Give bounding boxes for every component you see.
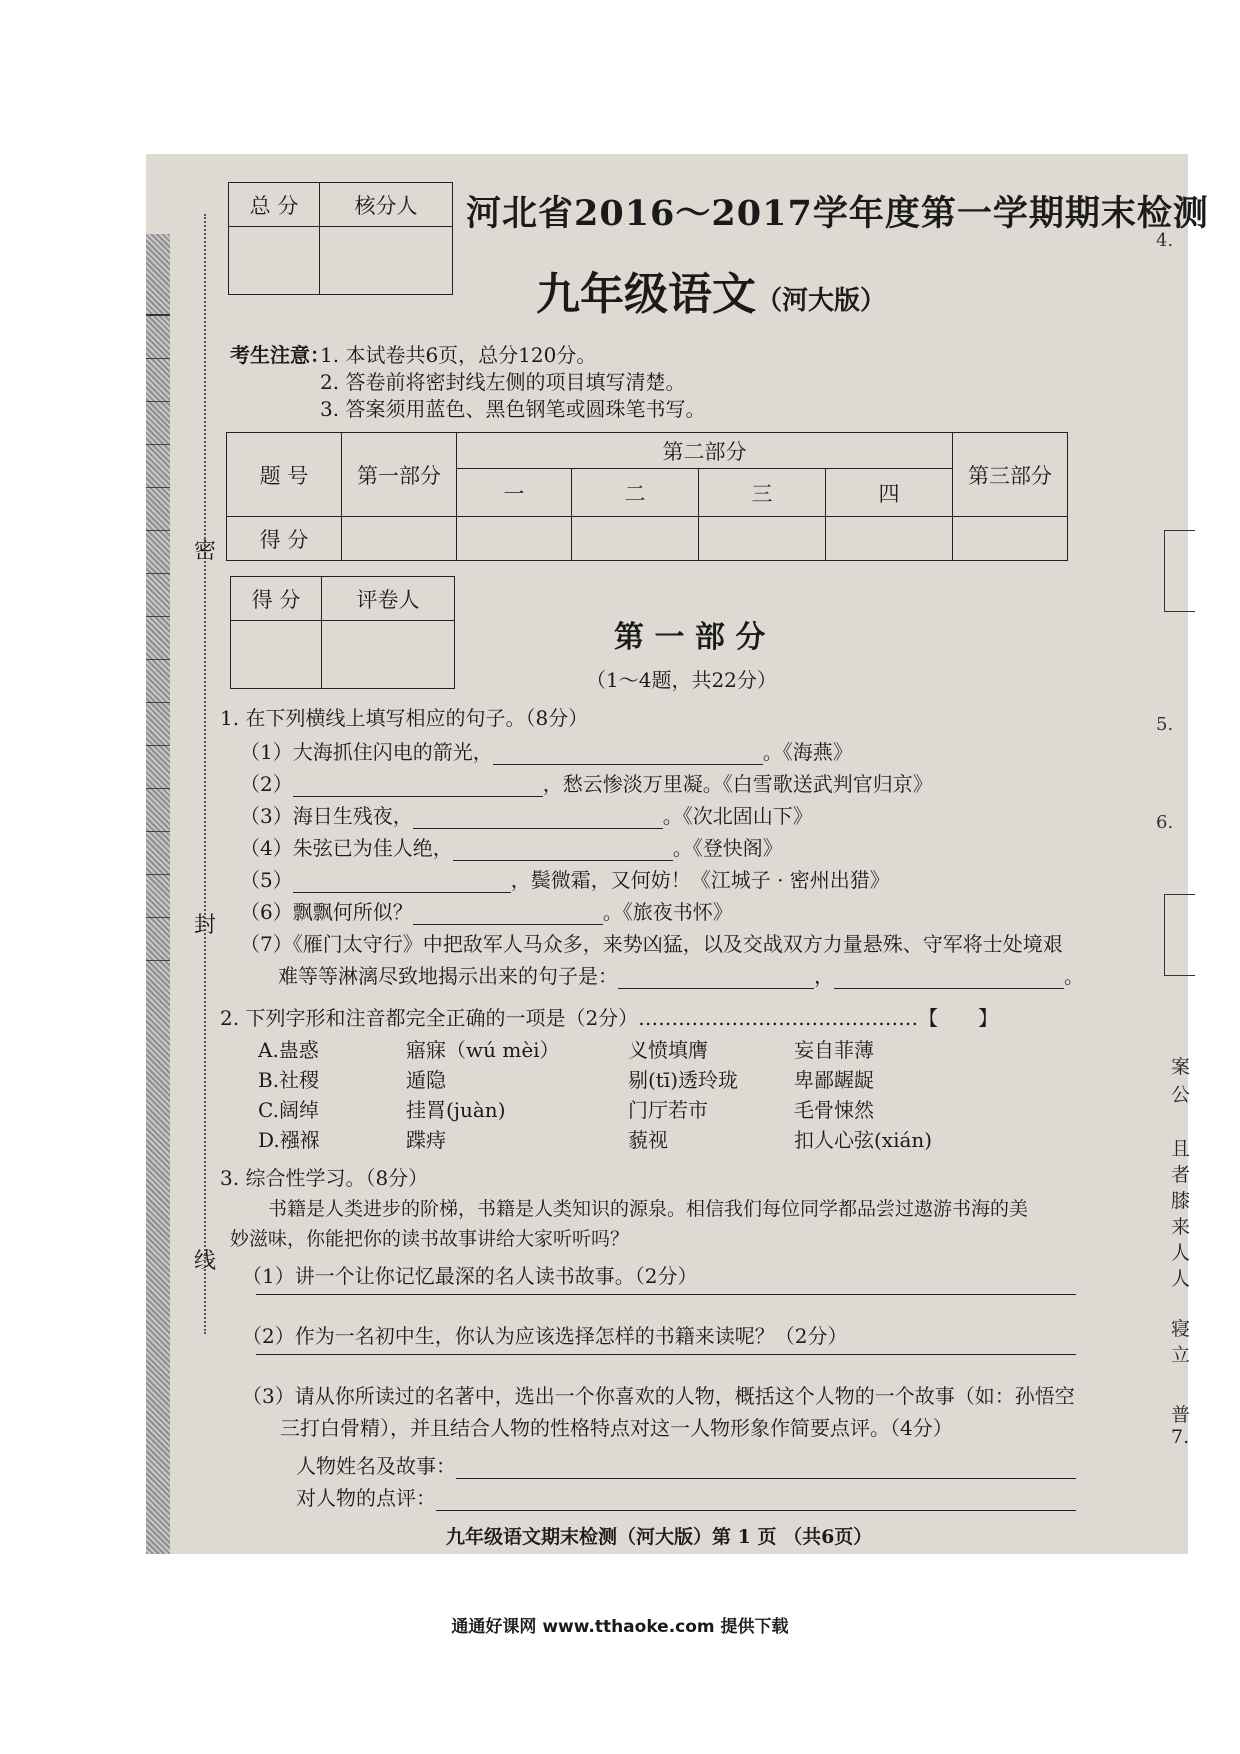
answer-blank[interactable] [456,1454,1076,1479]
grader-score-cell[interactable] [231,621,322,689]
answer-line[interactable] [256,1354,1076,1355]
q3-sub3: （3）请从你所读过的名著中，选出一个你喜欢的人物，概括这个人物的一个故事（如：孙悟空 [242,1384,1075,1408]
answer-line[interactable] [256,1294,1076,1295]
answer-blank[interactable] [293,772,543,797]
score-cell[interactable] [572,517,699,561]
q1-item: （3）海日生残夜， 。《次北固山下》 [240,804,813,828]
section-range: （1～4题，共22分） [586,668,777,692]
answer-blank[interactable] [493,740,763,765]
q1-item: （1）大海抓住闪电的箭光， 。《海燕》 [240,740,853,764]
grader-name-cell[interactable] [322,621,455,689]
q1-item: （5） ，鬓微霜，又何妨！《江城子 · 密州出猎》 [240,868,890,892]
exam-subtitle: 九年级语文（河大版） [536,269,887,320]
q2-option[interactable]: A.蛊惑 寤寐（wú mèi） 义愤填膺 妄自菲薄 [258,1038,874,1062]
q2-option[interactable]: B.社稷 遁隐 剔(tī)透玲珑 卑鄙龌龊 [258,1068,874,1092]
next-page-box [1164,894,1195,976]
q1-stem: 1. 在下列横线上填写相应的句子。（8分） [220,706,589,730]
seal-mark-feng: 封 [194,913,217,938]
score-table: 题 号 第一部分 第二部分 第三部分 一 二 三 四 得 分 [226,432,1068,561]
seal-dotted-line [204,214,206,1334]
checker-cell[interactable] [320,227,453,295]
q3-sub3: 三打白骨精），并且结合人物的性格特点对这一人物形象作简要点评。（4分） [280,1416,953,1440]
note-item: 2. 答卷前将密封线左侧的项目填写清楚。 [320,370,686,394]
q2-option[interactable]: C.阔绰 挂罥(juàn) 门厅若市 毛骨悚然 [258,1098,874,1122]
answer-blank[interactable] [834,964,1064,989]
answer-blank[interactable] [436,1486,1076,1511]
answer-blank[interactable] [413,900,603,925]
q1-item: （2） ，愁云惨淡万里凝。《白雪歌送武判官归京》 [240,772,933,796]
section-title: 第 一 部 分 [614,620,766,655]
q3-field-story: 人物姓名及故事： [296,1450,1076,1479]
q3-sub2: （2）作为一名初中生，你认为应该选择怎样的书籍来读呢？（2分） [242,1324,848,1348]
seal-mark-mi: 密 [194,539,217,564]
total-score-cell[interactable] [229,227,320,295]
q1-item7-line1: （7）《雁门太守行》中把敌军人马众多，来势凶猛，以及交战双方力量悬殊、守军将士处境艰 [240,932,1063,956]
seal-mark-xian: 线 [194,1249,217,1274]
exam-photo: 密 封 线 总 分 核分人 河北省2016～2017学年度第一学期期末检测 九年级语文（河大版） 考生注意： 1. 本试卷共6页，总分120分。 2. 答卷前将密封线左侧的项目填写清楚。 3. 答案须用蓝色、黑色钢笔或圆珠笔书写。 题 号 第一部分 第二部分 第三部分 一 二 三 四 得 分 得 分 评卷人 第 一 部 分 （1～4题，共22分） 1. 在下列横线上填写相应的句子。（8分） （1）大海抓住闪电的箭光， 。《海燕》 （2） ，愁云惨淡万里凝。《白雪歌送武判官归京》 （3）海日生残夜， 。《次北固山下》 （4）朱弦已为佳人绝， 。《登快阁》 （5） ，鬓微霜，又何妨！《江城子 · 密州出猎》 （6）飘飘何所似？ 。《旅夜书怀》 （7）《雁门太守行》中把敌军人马众多，来势凶猛，以及交战双方力量悬殊、守军将士处境艰 难等等淋漓尽致地揭示出来的句子是： ， 。 2. 下列字形和注音都完全正确的一项是（2分）……………………………………【 】 A.蛊惑 寤寐（wú mèi） 义愤填膺 妄自菲薄 B.社稷 遁隐 剔(tī)透玲珑 卑鄙龌龊 C.阔绰 挂罥(juàn) 门厅若市 毛骨悚然 D.襁褓 蹀痔 藐视 扣人心弦(xián) 3. 综合性学习。（8分） 书籍是人类进步的阶梯，书籍是人类知识的源泉。相信我们每位同学都品尝过遨游书海的美 妙滋味，你能把你的读书故事讲给大家听听吗？ （1）讲一个让你记忆最深的名人读书故事。（2分） （2）作为一名初中生，你认为应该选择怎样的书籍来读呢？（2分） （3）请从你所读过的名著中，选出一个你喜欢的人物，概括这个人物的一个故事（如：孙悟空 三打白骨精），并且结合人物的性格特点对这一人物形象作简要点评。（4分） 人物姓名及故事： 对人物的点评： 九年级语文期末检测（河大版）第 1 页 （共6页） 4. 5. 6. 案 公 且 者 膝 来 人 人 寝 立 普 7. [146,154,1188,1554]
exam-title: 河北省2016～2017学年度第一学期期末检测 [466,193,1209,234]
binding-stub-lines [146,314,170,1036]
q1-item: （6）飘飘何所似？ 。《旅夜书怀》 [240,900,733,924]
answer-blank[interactable] [618,964,814,989]
q3-field-comment: 对人物的点评： [296,1482,1076,1511]
q3-intro: 书籍是人类进步的阶梯，书籍是人类知识的源泉。相信我们每位同学都品尝过遨游书海的美 [268,1198,1029,1220]
q2-stem: 2. 下列字形和注音都完全正确的一项是（2分）……………………………………【 】 [220,1006,999,1030]
note-item: 1. 本试卷共6页，总分120分。 [320,343,597,367]
grader-box: 得 分 评卷人 [230,576,455,689]
answer-blank[interactable] [293,868,511,893]
q1-item: （4）朱弦已为佳人绝， 。《登快阁》 [240,836,783,860]
q3-stem: 3. 综合性学习。（8分） [220,1166,429,1190]
score-cell[interactable] [953,517,1068,561]
score-cell[interactable] [342,517,457,561]
score-cell[interactable] [699,517,826,561]
score-cell[interactable] [826,517,953,561]
note-item: 3. 答案须用蓝色、黑色钢笔或圆珠笔书写。 [320,397,706,421]
total-score-box: 总 分 核分人 [228,182,453,295]
q2-option[interactable]: D.襁褓 蹀痔 藐视 扣人心弦(xián) [258,1128,933,1152]
download-credit: 通通好课网 www.tthaoke.com 提供下载 [451,1617,789,1637]
q3-sub1: （1）讲一个让你记忆最深的名人读书故事。（2分） [242,1264,698,1288]
answer-blank[interactable] [413,804,663,829]
page-footer: 九年级语文期末检测（河大版）第 1 页 （共6页） [446,1526,873,1548]
answer-blank[interactable] [453,836,673,861]
q1-item7-line2: 难等等淋漓尽致地揭示出来的句子是： ， 。 [278,964,1084,988]
q3-intro: 妙滋味，你能把你的读书故事讲给大家听听吗？ [230,1228,630,1250]
next-page-box [1164,530,1195,612]
score-cell[interactable] [457,517,572,561]
